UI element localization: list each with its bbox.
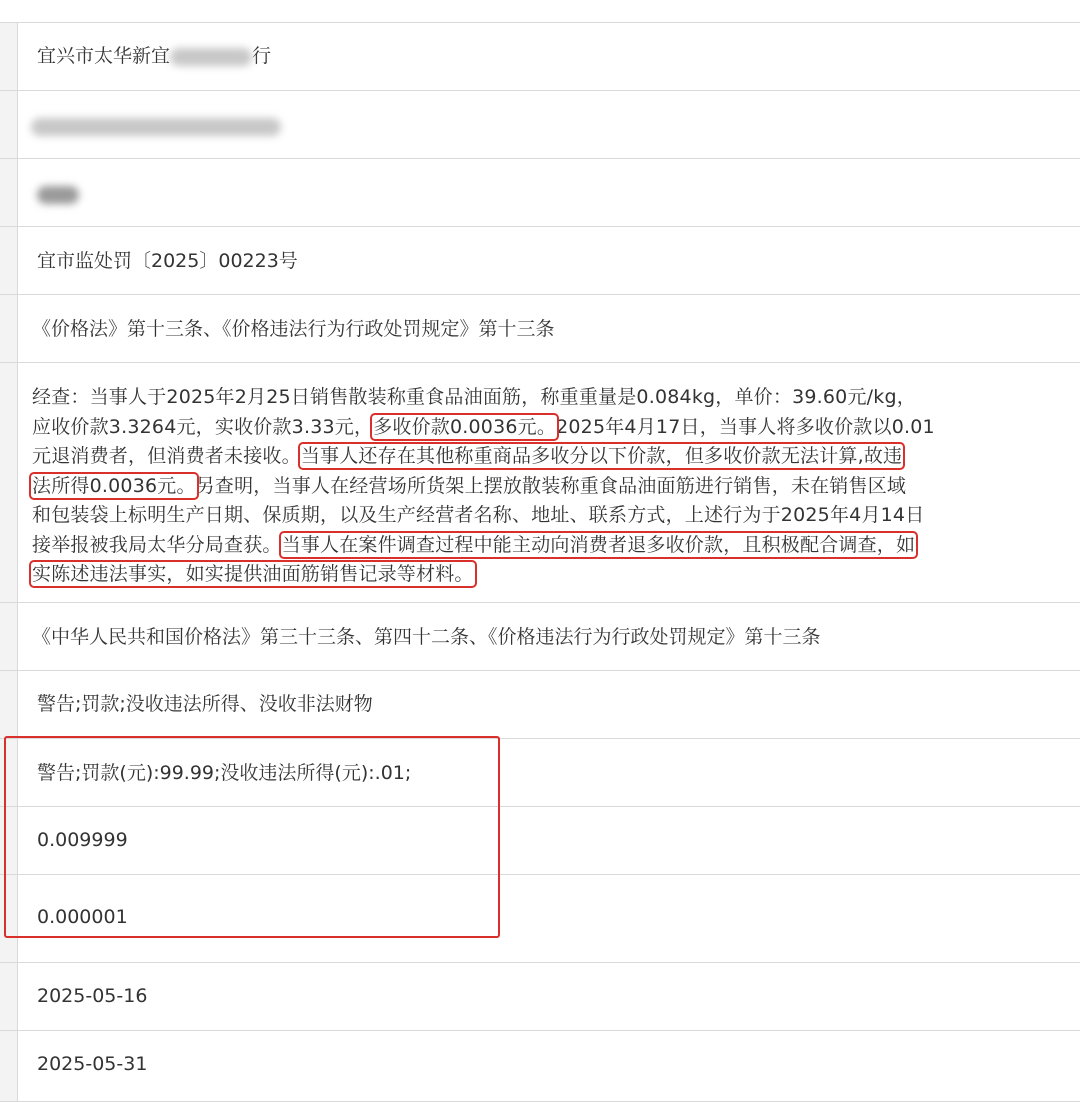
facts-line [32,560,1072,590]
row-label-cell [0,295,18,362]
row-label-cell [0,1031,18,1101]
row-label-cell [0,159,18,226]
facts-line: 和包装袋上标明生产日期、保质期，以及生产经营者名称、地址、联系方式，上述行为于2025年4月14日 [32,504,925,526]
facts-line: 接举报被我局太华分局查获。当事人在案件调查过程中能主动向消费者退多收价款，且积极配合调查，如 [32,533,916,556]
highlighted-text: 当事人在案件调查过程中能主动向消费者退多收价款，且积极配合调查，如 [281,533,916,556]
table-row [0,294,1080,362]
penalty-basis: 《中华人民共和国价格法》第三十三条、第四十二条、《价格违法行为行政处罚规定》第十三条 [32,626,821,648]
row-label-cell [0,227,18,294]
row-label-cell [0,363,18,602]
party-name-cell [37,43,1060,69]
row-label-cell [0,671,18,738]
table-row [0,602,1080,670]
redacted-text [37,186,79,204]
facts-line: 法所得0.0036元。另查明，当事人在经营场所货架上摆放散装称重食品油面筋进行销售，未在销售区域 [32,474,907,497]
penalty-type: 警告;罚款;没收违法所得、没收非法财物 [37,693,373,715]
table-row [0,962,1080,1030]
party-name: 宜兴市太华新宜 [37,45,171,67]
redacted-text [31,118,281,136]
table-row [0,90,1080,158]
table-row [0,22,1080,90]
facts-line: 应收价款3.3264元，实收价款3.33元，多收价款0.0036元。2025年4月17日，当事人将多收价款以0.01 [32,415,935,438]
decision-number: 宜市监处罚〔2025〕00223号 [37,250,298,272]
confiscation-amount: 0.000001 [37,906,128,928]
case-facts [32,383,1072,590]
table-row [0,670,1080,738]
table-row [0,1030,1080,1102]
penalty-content: 警告;罚款(元):99.99;没收违法所得(元):.01; [37,762,412,784]
redacted-text [170,48,252,66]
publish-date: 2025-05-31 [37,1053,148,1075]
violated-law: 《价格法》第十三条、《价格违法行为行政处罚规定》第十三条 [32,318,555,340]
redacted-cell [37,113,1060,139]
highlighted-text: 法所得0.0036元。 [32,474,196,497]
facts-line: 元退消费者，但消费者未接收。当事人还存在其他称重商品多收分以下价款，但多收价款无法计算,故违 [32,445,903,467]
fine-amount: 0.009999 [37,829,128,851]
table-row [0,226,1080,294]
row-label-cell [0,23,18,90]
row-label-cell [0,91,18,158]
redacted-cell [37,181,1060,207]
table-row [0,158,1080,226]
highlight-box [4,736,500,938]
table-row [0,362,1080,602]
row-label-cell [0,963,18,1030]
row-label-cell [0,603,18,670]
facts-line: 经查：当事人于2025年2月25日销售散装称重食品油面筋，称重重量是0.084kg，单价：39.60元/kg， [32,386,916,408]
highlighted-text: 多收价款0.0036元。 [373,415,557,438]
decision-date: 2025-05-16 [37,985,148,1007]
highlighted-text: 当事人还存在其他称重商品多收分以下价款，但多收价款无法计算,故违 [300,445,903,467]
highlighted-text: 实陈述违法事实，如实提供油面筋销售记录等材料。 [32,563,474,585]
party-name-suffix: 行 [252,45,272,67]
